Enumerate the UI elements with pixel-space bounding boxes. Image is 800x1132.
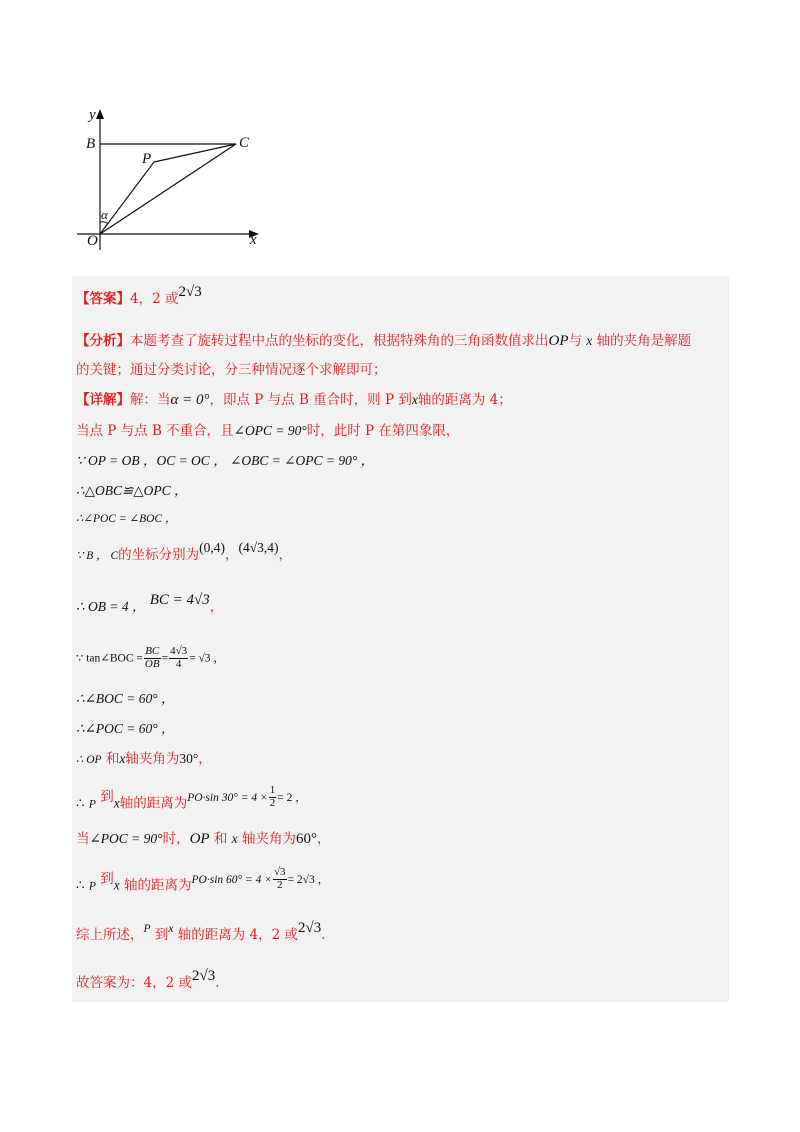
answer-tag: 【答案】 <box>76 291 130 307</box>
detail-l7-end: ， <box>209 599 224 615</box>
label-x: x <box>250 232 257 248</box>
segment-pc <box>154 144 236 162</box>
detail-l15-c: 轴的距离为 4，2 或 <box>177 927 298 943</box>
detail-l15-a: 综上所述， <box>76 927 144 943</box>
detail-l14-x: x <box>113 877 120 893</box>
detail-line-4 <box>76 484 188 499</box>
detail-l13-x: x <box>231 831 238 846</box>
answer-line <box>76 284 202 307</box>
detail-l14-b: 到 <box>100 870 114 887</box>
answer-value: 2√3 <box>178 284 202 300</box>
analysis-text-a: 本题考查了旋转过程中点的坐标的变化，根据特殊角的三角函数值求出 <box>130 333 549 349</box>
detail-l6-end: ， <box>278 547 293 563</box>
detail-l6-sep: ， <box>225 547 239 563</box>
detail-line-14 <box>76 866 330 898</box>
detail-line-11 <box>76 752 212 767</box>
detail-l11-c: 轴夹角为 <box>125 751 180 767</box>
detail-l6-a: ∵ B ， C <box>76 550 119 562</box>
detail-l3-math: ∵ OP = OB ，OC = OC ， ∠OBC = ∠OPC = 90° ， <box>76 453 375 468</box>
analysis-line-1 <box>76 334 691 349</box>
detail-l16-a: 故答案为：4，2 或 <box>76 975 192 991</box>
detail-line-13 <box>76 832 330 847</box>
detail-l1-math: α = 0° <box>170 392 210 408</box>
coordinate-diagram <box>72 100 272 250</box>
detail-l7-math2: BC = 4√3 <box>149 592 210 608</box>
detail-l14-e: = 2√3 ， <box>287 873 330 886</box>
detail-l7-math: ∴ OB = 4 ， <box>76 599 146 614</box>
detail-l14-c: 轴的距离为 <box>124 877 192 894</box>
detail-l12-p: P <box>88 798 96 811</box>
detail-l6-b: 的坐标分别为 <box>118 547 200 563</box>
detail-l12-a: ∴ <box>76 795 85 811</box>
geometry-figure <box>72 100 272 250</box>
detail-l2-a: 当点 P 与点 B 不重合，且 <box>76 423 234 439</box>
detail-l12-x: x <box>113 795 120 811</box>
detail-l14-a: ∴ <box>76 877 85 893</box>
detail-line-16 <box>76 968 220 991</box>
detail-l1-x: x <box>411 392 418 407</box>
detail-l13-e: 60° <box>295 831 317 847</box>
detail-l15-b: 到 <box>154 927 169 943</box>
detail-l1-b: ，即点 P 与点 B 重合时，则 P 到 <box>209 392 412 408</box>
detail-l8-eq: = <box>161 652 169 665</box>
detail-l9-math: ∴∠BOC = 60° ， <box>76 691 175 706</box>
detail-l13-f: ， <box>316 831 331 847</box>
detail-l11-b: 和 <box>105 751 120 767</box>
detail-l6-p1: (0,4) <box>199 540 226 555</box>
fraction-4sqrt3-4 <box>169 646 188 670</box>
detail-l15-p: P <box>143 923 151 935</box>
fraction-den: 2 <box>277 878 283 891</box>
detail-l13-a: 当 <box>76 831 90 847</box>
analysis-tag: 【分析】 <box>76 333 130 349</box>
detail-l6-p2: (4√3,4) <box>238 540 279 555</box>
label-o: O <box>87 233 98 249</box>
detail-line-1 <box>76 393 512 408</box>
detail-l2-math: ∠OPC = 90° <box>233 423 307 438</box>
angle-alpha-arc <box>100 222 108 224</box>
detail-l13-math: ∠POC = 90° <box>89 831 163 846</box>
fraction-num: BC <box>145 645 160 657</box>
fraction-num: 4√3 <box>170 645 188 657</box>
detail-l13-b: 时， <box>162 831 190 847</box>
fraction-den: 4 <box>175 657 182 670</box>
analysis-x: x <box>586 333 593 348</box>
detail-l8-b: = √3 ， <box>189 652 225 665</box>
detail-l15-d: 2√3 <box>298 920 322 936</box>
fraction-bc-ob <box>144 646 161 670</box>
detail-line-5 <box>76 512 176 526</box>
detail-l8-a: ∵ tan∠BOC = <box>76 652 143 665</box>
fraction-den: 2 <box>269 796 276 809</box>
detail-l11-a: ∴ OP <box>76 754 102 766</box>
detail-line-7 <box>76 592 224 615</box>
label-p: P <box>142 151 152 167</box>
detail-l12-c: 轴的距离为 <box>119 795 188 812</box>
detail-line-8 <box>76 646 225 670</box>
detail-line-9 <box>76 692 175 707</box>
detail-l15-e: . <box>321 927 326 943</box>
fraction-num: 1 <box>269 784 276 796</box>
analysis-text-2: 的关键；通过分类讨论，分三种情况逐个求解即可； <box>76 362 387 378</box>
detail-line-2 <box>76 424 459 439</box>
detail-l11-e: ， <box>198 751 212 767</box>
analysis-text-c: 轴的夹角是解题 <box>596 333 692 349</box>
detail-l13-c: 和 <box>213 831 228 847</box>
segment-oc <box>100 144 236 234</box>
detail-l12-e: = 2 ， <box>277 791 307 804</box>
analysis-line-2 <box>76 364 387 378</box>
detail-l1-c: 轴的距离为 4； <box>417 392 512 408</box>
detail-l2-b: 时，此时 P 在第四象限， <box>306 423 460 439</box>
detail-l14-p: P <box>88 880 96 893</box>
detail-l1-a: 解：当 <box>130 392 171 408</box>
fraction-sqrt3-2 <box>273 867 287 891</box>
detail-line-15 <box>76 920 326 943</box>
label-b: B <box>86 136 96 152</box>
analysis-op: OP <box>548 333 569 349</box>
label-y: y <box>89 107 96 123</box>
detail-tag: 【详解】 <box>76 392 130 408</box>
detail-l12-d: PO·sin 30° = 4 × <box>187 791 268 804</box>
detail-l16-e: . <box>215 975 220 991</box>
detail-l4-math: ∴△OBC≌△OPC ， <box>76 483 188 498</box>
detail-line-10 <box>76 722 175 737</box>
analysis-text-b: 与 <box>568 333 582 349</box>
detail-l15-x: x <box>168 923 174 935</box>
detail-l13-d: 轴夹角为 <box>241 831 296 847</box>
detail-line-12 <box>76 784 307 816</box>
detail-l16-d: 2√3 <box>191 968 216 984</box>
answer-text: 4，2 或 <box>130 291 179 307</box>
label-alpha: α <box>101 207 108 222</box>
detail-l14-d: PO·sin 60° = 4 × <box>191 873 273 886</box>
detail-line-6 <box>76 540 293 563</box>
fraction-num: √3 <box>274 866 286 878</box>
detail-l11-d: 30° <box>179 751 199 766</box>
detail-line-3 <box>76 454 374 469</box>
label-c: C <box>239 135 250 151</box>
y-axis-arrow <box>96 109 104 119</box>
detail-l13-op: OP <box>189 831 210 847</box>
segment-op <box>100 162 154 234</box>
detail-l10-math: ∴∠POC = 60° ， <box>76 721 175 736</box>
detail-l12-b: 到 <box>100 788 114 805</box>
fraction-den: OB <box>144 657 160 670</box>
detail-l11-x: x <box>119 751 126 766</box>
detail-l5-math: ∴∠POC = ∠BOC ， <box>76 513 177 525</box>
fraction-1-2 <box>269 785 277 809</box>
